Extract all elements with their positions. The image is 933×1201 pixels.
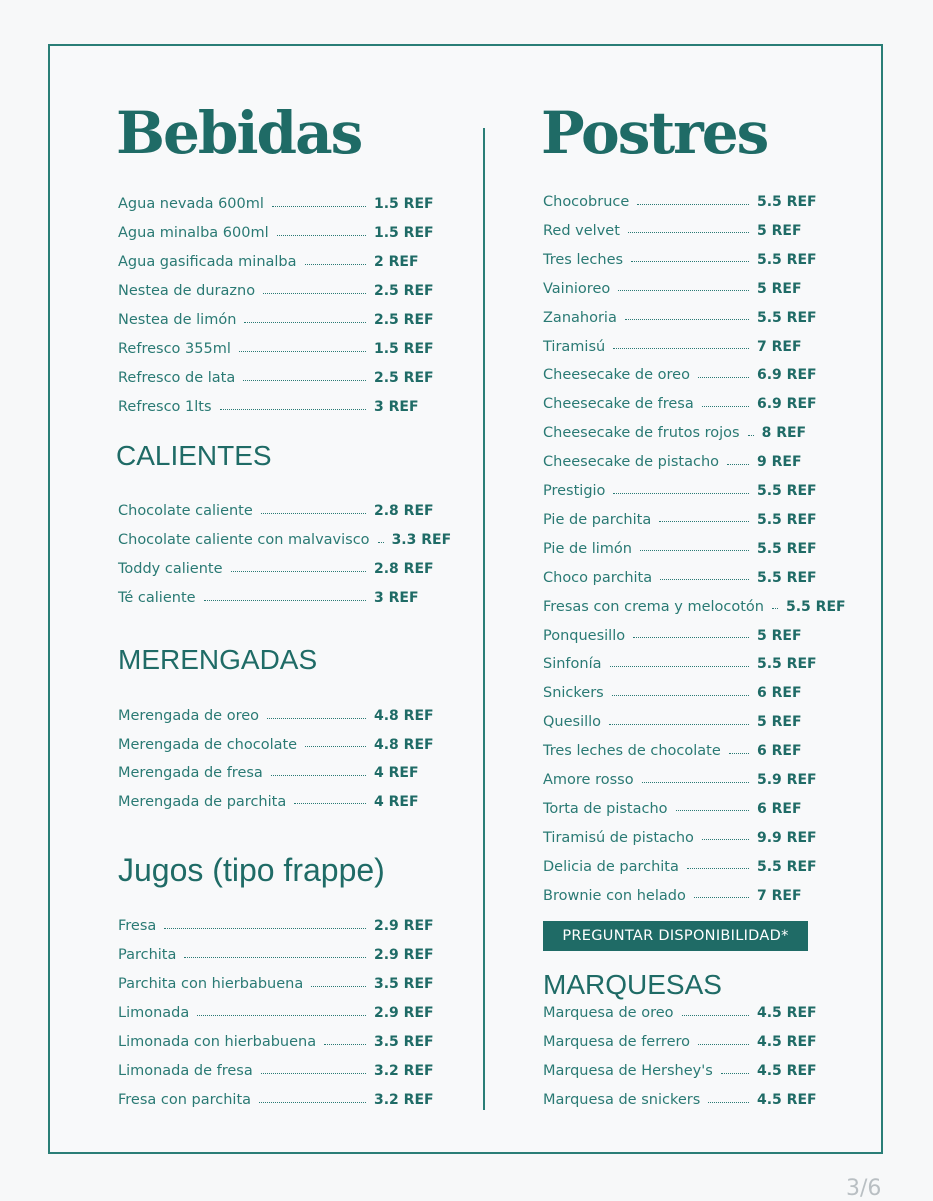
- dot-leader: [772, 604, 778, 609]
- menu-item-name: Tiramisú de pistacho: [543, 829, 694, 846]
- menu-item-name: Sinfonía: [543, 656, 602, 673]
- dot-leader: [659, 517, 749, 522]
- menu-item-name: Tres leches de chocolate: [543, 743, 721, 760]
- menu-item-name: Brownie con helado: [543, 887, 686, 904]
- menu-item-name: Amore rosso: [543, 772, 634, 788]
- menu-item-name: Limonada con hierbabuena: [118, 1034, 317, 1050]
- menu-item-name: Torta de pistacho: [543, 800, 668, 817]
- dot-leader: [277, 231, 366, 236]
- dot-leader: [305, 742, 366, 747]
- dot-leader: [708, 1098, 749, 1103]
- dot-leader: [613, 344, 749, 349]
- menu-item-price: 5.5 REF: [757, 656, 817, 673]
- menu-item-price: 2.8 REF: [374, 503, 434, 519]
- menu-item-price: 2.9 REF: [374, 1005, 434, 1021]
- menu-item-name: Tres leches: [543, 251, 624, 268]
- menu-item: [118, 974, 434, 994]
- menu-item-name: Pie de limón: [543, 540, 632, 557]
- menu-item-price: 6.9 REF: [757, 396, 817, 413]
- menu-item-price: 7 REF: [757, 338, 802, 355]
- menu-item: [118, 1003, 434, 1023]
- dot-leader: [637, 200, 749, 205]
- menu-item-price: 2.9 REF: [374, 918, 434, 934]
- menu-item-price: 5.9 REF: [757, 772, 817, 788]
- menu-item: [543, 481, 817, 501]
- menu-item-price: 5.5 REF: [757, 540, 817, 557]
- menu-item: [543, 1032, 817, 1052]
- menu-item-price: 4 REF: [374, 793, 419, 810]
- menu-item-name: Limonada: [118, 1005, 190, 1021]
- dot-leader: [294, 799, 366, 804]
- merengadas-heading: MERENGADAS: [118, 644, 318, 675]
- menu-item-name: Fresas con crema y melocotón: [543, 598, 764, 615]
- menu-item: [543, 683, 813, 703]
- menu-item-price: 5.5 REF: [757, 194, 817, 210]
- dot-leader: [682, 1011, 749, 1016]
- menu-item: [118, 792, 426, 812]
- menu-item: [118, 397, 426, 417]
- dot-leader: [628, 228, 749, 233]
- menu-item: [118, 1032, 434, 1052]
- menu-item: [543, 799, 813, 819]
- menu-item: [543, 654, 817, 674]
- menu-item-price: 5.5 REF: [757, 251, 817, 268]
- menu-item-name: Refresco 355ml: [118, 341, 231, 357]
- menu-item: [118, 706, 434, 726]
- menu-item-price: 6.9 REF: [757, 367, 817, 384]
- menu-item-price: 2.9 REF: [374, 947, 434, 963]
- dot-leader: [613, 489, 749, 494]
- menu-item-name: Zanahoria: [543, 309, 617, 326]
- menu-item-name: Red velvet: [543, 222, 620, 239]
- bebidas-title: Bebidas: [116, 99, 362, 167]
- menu-item-name: Nestea de limón: [118, 312, 237, 328]
- menu-item-name: Fresa: [118, 918, 157, 934]
- menu-item: [543, 712, 813, 732]
- menu-item-price: 9.9 REF: [757, 829, 817, 846]
- dot-leader: [271, 771, 366, 776]
- menu-item: [543, 568, 817, 588]
- menu-item-name: Tiramisú: [543, 338, 606, 355]
- menu-item-name: Agua nevada 600ml: [118, 196, 264, 212]
- menu-item-price: 6 REF: [757, 800, 802, 817]
- menu-item: [118, 368, 434, 388]
- menu-item: [543, 597, 846, 617]
- menu-item: [543, 1003, 817, 1023]
- menu-item: [543, 192, 817, 212]
- menu-item: [543, 886, 813, 906]
- dot-leader: [324, 1040, 366, 1045]
- menu-item-price: 1.5 REF: [374, 196, 434, 212]
- menu-item-name: Cheesecake de fresa: [543, 396, 694, 413]
- dot-leader: [197, 1011, 366, 1016]
- menu-item: [118, 281, 434, 301]
- menu-item: [543, 308, 817, 328]
- menu-item: [118, 559, 434, 579]
- menu-item-price: 3.5 REF: [374, 976, 434, 992]
- menu-item-name: Merengada de fresa: [118, 765, 263, 781]
- menu-item-name: Cheesecake de frutos rojos: [543, 425, 740, 442]
- dot-leader: [721, 1069, 749, 1074]
- menu-item: [543, 337, 813, 357]
- menu-item-name: Cheesecake de oreo: [543, 367, 690, 384]
- menu-item-price: 2.8 REF: [374, 561, 434, 577]
- dot-leader: [267, 714, 366, 719]
- menu-item-price: 8 REF: [761, 425, 807, 442]
- dot-leader: [272, 202, 366, 207]
- menu-item-name: Parchita con hierbabuena: [118, 976, 304, 992]
- dot-leader: [378, 538, 384, 543]
- menu-item-price: 3.2 REF: [374, 1063, 434, 1079]
- menu-item-name: Agua minalba 600ml: [118, 225, 269, 241]
- menu-item: [118, 916, 434, 936]
- menu-item-name: Chocolate caliente: [118, 503, 253, 519]
- menu-item-price: 5.5 REF: [757, 483, 817, 499]
- menu-item-price: 4.5 REF: [757, 1005, 817, 1021]
- menu-item-name: Prestigio: [543, 483, 606, 499]
- menu-item-price: 1.5 REF: [374, 225, 434, 241]
- dot-leader: [261, 509, 366, 514]
- menu-item-price: 3.3 REF: [391, 532, 452, 548]
- menu-item-name: Ponquesillo: [543, 627, 626, 644]
- menu-item-name: Fresa con parchita: [118, 1092, 252, 1108]
- menu-item-price: 4 REF: [374, 765, 419, 781]
- menu-item: [543, 423, 813, 443]
- dot-leader: [612, 691, 749, 696]
- menu-item-name: Quesillo: [543, 714, 602, 731]
- menu-item: [118, 945, 434, 965]
- menu-item: [543, 452, 813, 472]
- menu-item: [543, 741, 813, 761]
- menu-item-price: 5.5 REF: [757, 511, 817, 528]
- menu-item: [118, 252, 426, 272]
- menu-item: [543, 1061, 817, 1081]
- dot-leader: [748, 431, 754, 436]
- menu-item: [118, 1061, 434, 1081]
- menu-item-price: 4.5 REF: [757, 1034, 817, 1050]
- column-divider: [483, 128, 485, 1110]
- menu-item-price: 3 REF: [374, 399, 419, 415]
- menu-item-name: Marquesa de snickers: [543, 1092, 701, 1108]
- dot-leader: [702, 402, 749, 407]
- menu-item-name: Toddy caliente: [118, 561, 223, 577]
- menu-item: [118, 530, 452, 550]
- dot-leader: [261, 1069, 366, 1074]
- menu-item-price: 9 REF: [757, 454, 802, 471]
- dot-leader: [220, 405, 366, 410]
- dot-leader: [625, 315, 749, 320]
- dot-leader: [687, 864, 749, 869]
- dot-leader: [239, 347, 366, 352]
- menu-item: [543, 250, 817, 270]
- dot-leader: [263, 289, 366, 294]
- dot-leader: [243, 376, 366, 381]
- menu-item-name: Marquesa de oreo: [543, 1005, 674, 1021]
- dot-leader: [164, 924, 366, 929]
- menu-item-price: 2.5 REF: [374, 312, 434, 328]
- menu-item-price: 5 REF: [757, 714, 802, 731]
- dot-leader: [311, 982, 366, 987]
- menu-item-price: 4.8 REF: [374, 708, 434, 724]
- dot-leader: [184, 953, 366, 958]
- dot-leader: [660, 575, 749, 580]
- menu-item-name: Limonada de fresa: [118, 1063, 253, 1079]
- dot-leader: [642, 778, 749, 783]
- calientes-heading: CALIENTES: [116, 440, 272, 471]
- menu-item-price: 5 REF: [757, 280, 802, 297]
- dot-leader: [204, 596, 366, 601]
- menu-item-price: 2 REF: [374, 254, 419, 270]
- menu-item-name: Chocobruce: [543, 194, 630, 210]
- dot-leader: [698, 1040, 749, 1045]
- menu-item: [543, 828, 817, 848]
- dot-leader: [631, 257, 749, 262]
- menu-item: [118, 1090, 434, 1110]
- menu-item-price: 4.5 REF: [757, 1063, 817, 1079]
- menu-item: [118, 501, 434, 521]
- menu-item-price: 7 REF: [757, 887, 802, 904]
- menu-item-name: Choco parchita: [543, 569, 653, 586]
- menu-item-price: 3 REF: [374, 590, 419, 606]
- menu-item-name: Snickers: [543, 685, 604, 702]
- menu-item: [543, 857, 817, 877]
- menu-item-name: Refresco 1lts: [118, 399, 212, 415]
- menu-item-name: Marquesa de Hershey's: [543, 1063, 713, 1079]
- menu-item: [118, 194, 434, 214]
- menu-item-name: Marquesa de ferrero: [543, 1034, 691, 1050]
- menu-item: [118, 223, 434, 243]
- menu-item-name: Té caliente: [118, 590, 196, 606]
- availability-badge: PREGUNTAR DISPONIBILIDAD*: [543, 921, 808, 951]
- menu-item: [543, 221, 813, 241]
- menu-item: [118, 735, 434, 755]
- dot-leader: [305, 260, 366, 265]
- dot-leader: [231, 567, 367, 572]
- dot-leader: [676, 806, 749, 811]
- menu-item: [118, 763, 426, 783]
- menu-item-price: 5 REF: [757, 222, 802, 239]
- dot-leader: [729, 749, 749, 754]
- postres-title: Postres: [541, 99, 768, 167]
- menu-item-name: Agua gasificada minalba: [118, 254, 297, 270]
- menu-item-price: 5 REF: [757, 627, 802, 644]
- menu-item-price: 2.5 REF: [374, 370, 434, 386]
- menu-item: [543, 626, 813, 646]
- menu-item-price: 5.5 REF: [785, 598, 846, 615]
- dot-leader: [727, 460, 749, 465]
- menu-item-name: Delicia de parchita: [543, 858, 679, 875]
- menu-item-name: Cheesecake de pistacho: [543, 454, 720, 471]
- menu-item: [543, 279, 813, 299]
- menu-item-price: 4.8 REF: [374, 736, 434, 753]
- menu-item: [543, 539, 817, 559]
- menu-item: [543, 510, 817, 530]
- menu-item-price: 5.5 REF: [757, 309, 817, 326]
- menu-item-price: 3.2 REF: [374, 1092, 434, 1108]
- dot-leader: [702, 835, 749, 840]
- menu-item: [543, 394, 817, 414]
- menu-item-name: Merengada de parchita: [118, 793, 287, 810]
- menu-item-name: Vainioreo: [543, 280, 611, 297]
- menu-item: [543, 1090, 817, 1110]
- menu-item-price: 5.5 REF: [757, 858, 817, 875]
- menu-item: [118, 588, 426, 608]
- menu-item-name: Nestea de durazno: [118, 283, 256, 299]
- menu-item: [543, 770, 817, 790]
- menu-item-price: 3.5 REF: [374, 1034, 434, 1050]
- menu-item-name: Refresco de lata: [118, 370, 236, 386]
- dot-leader: [640, 546, 749, 551]
- menu-item-price: 5.5 REF: [757, 569, 817, 586]
- menu-item: [118, 339, 434, 359]
- dot-leader: [618, 286, 749, 291]
- dot-leader: [698, 373, 749, 378]
- dot-leader: [694, 893, 749, 898]
- dot-leader: [609, 720, 749, 725]
- menu-item: [543, 365, 817, 385]
- dot-leader: [259, 1098, 366, 1103]
- menu-item-price: 4.5 REF: [757, 1092, 817, 1108]
- menu-item-name: Chocolate caliente con malvavisco: [118, 532, 370, 548]
- dot-leader: [610, 662, 749, 667]
- menu-item-price: 1.5 REF: [374, 341, 434, 357]
- marquesas-heading: MARQUESAS: [543, 969, 722, 1000]
- menu-item-price: 6 REF: [757, 743, 802, 760]
- menu-item: [118, 310, 434, 330]
- menu-item-name: Parchita: [118, 947, 177, 963]
- dot-leader: [244, 318, 366, 323]
- menu-item-price: 6 REF: [757, 685, 802, 702]
- menu-item-name: Merengada de oreo: [118, 708, 260, 724]
- menu-item-name: Merengada de chocolate: [118, 736, 298, 753]
- dot-leader: [633, 633, 749, 638]
- menu-item-name: Pie de parchita: [543, 511, 652, 528]
- jugos-heading: Jugos (tipo frappe): [118, 852, 385, 888]
- menu-item-price: 2.5 REF: [374, 283, 434, 299]
- page-indicator: 3/6: [846, 1176, 882, 1201]
